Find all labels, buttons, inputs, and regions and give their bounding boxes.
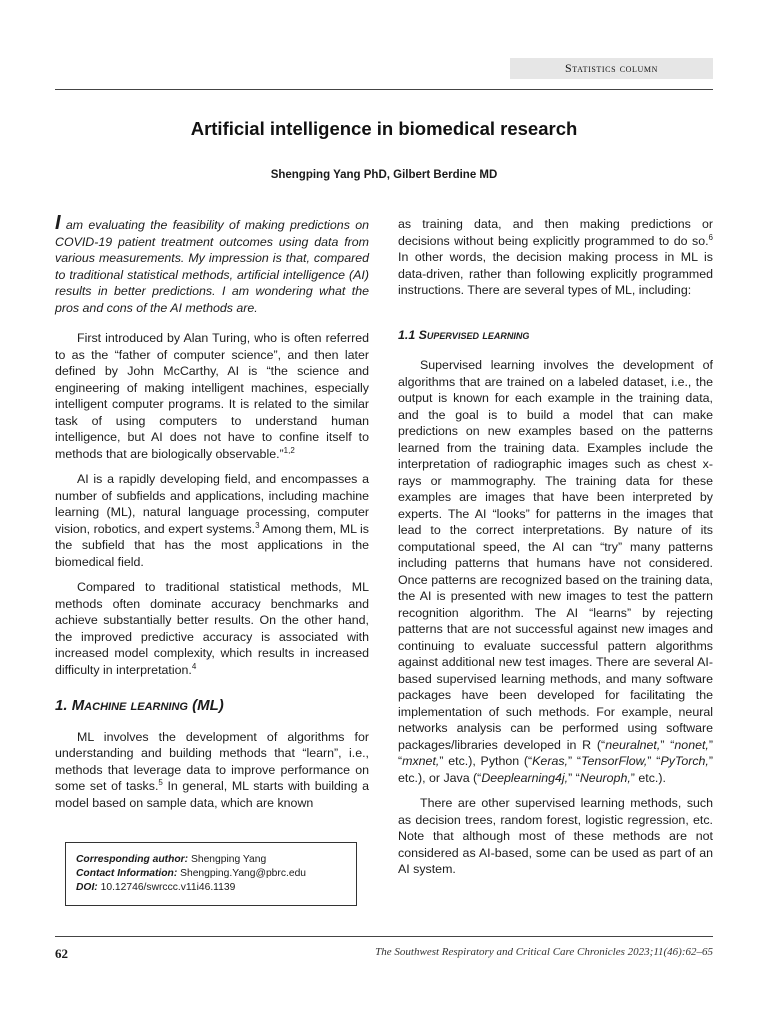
page-number: 62 xyxy=(55,946,68,961)
paragraph-text: ” “ xyxy=(660,737,675,752)
article-authors: Shengping Yang PhD, Gilbert Berdine MD xyxy=(270,169,498,181)
right-column xyxy=(398,216,713,878)
citation: 3 xyxy=(255,520,260,530)
corr-contact-line xyxy=(76,867,346,881)
paragraph-text: ML involves the development of algorithms for understanding and building methods that “learn”, i.e., methods that leverage data to improve performance on some set of tasks. xyxy=(55,729,369,793)
left-column xyxy=(55,212,369,811)
paragraph-text: Supervised learning involves the development of algorithms that are trained on a labeled dataset, i.e., the output is known for each example in the training data, and the goal is to build a model that can make predictions on new examples based on the patterns learned from the training data. Examples include the interpretation of radiographic images such as chest x-rays or mammography. The training data for these examples are images that have been interpreted by experts. The AI “looks” for patterns in the images that lead to the correct interpretations. By nature of its computational speed, the AI can “try” many patterns including patterns that humans have not considered. Once patterns are recognized based on the training data, the AI is presented with new images to test the pattern recognition algorithm. The AI “learns” by rejecting patterns that are not successful against new images and continuing to evaluate successful pattern algorithms against additional new test images. There are several AI-based supervised learning methods, and many software packages have been developed for facilitating the implementation of such methods. For example, neural networks analysis can be performed using software packages/libraries developed in R (“ xyxy=(398,358,713,752)
paragraph-text: First introduced by Alan Turing, who is often referred to as the “father of computer science”, and then later defined by John McCarthy, AI is “the science and engineering of making intelligent machines, especially intelligent computer programs. It is related to the similar task of using computers to understand human intelligence, but AI does not have to confine itself to methods that are biologically observable.” xyxy=(55,331,369,461)
corr-value: Shengping Yang xyxy=(188,854,267,865)
package-name: Neuroph, xyxy=(579,770,631,785)
package-name: mxnet, xyxy=(402,754,440,768)
citation: 5 xyxy=(158,777,163,787)
paragraph-text: AI is a rapidly developing field, and encompasses a number of subfields and applications, including machine learning (ML), natural language processing, computer vision, robotics, and expert systems. xyxy=(55,472,369,536)
journal-citation: The Southwest Respiratory and Critical Care Chronicles 2023;11(46):62–65 xyxy=(375,946,713,958)
paragraph xyxy=(398,216,713,299)
corr-label: DOI: xyxy=(76,882,98,893)
paragraph-text: Among them, ML is the subfield that has the most applications in the biomedical field. xyxy=(55,521,369,569)
citation: 1,2 xyxy=(283,445,295,455)
paragraph xyxy=(55,729,369,812)
paragraph-text: ” etc.), Python (“ xyxy=(439,754,533,768)
citation: 4 xyxy=(191,661,197,671)
paragraph-text: ” “ xyxy=(567,754,582,768)
package-name: Keras, xyxy=(532,754,568,768)
paragraph xyxy=(398,357,713,786)
doi-link[interactable]: 10.12746/swrccc.v11i46.1139 xyxy=(97,882,236,893)
package-name: TensorFlow, xyxy=(581,754,648,768)
paragraph-text: as training data, and then making predictions or decisions without being explicitly programmed to do so. xyxy=(398,217,713,248)
article-title: Artificial intelligence in biomedical research xyxy=(190,118,578,139)
intro-question xyxy=(55,212,369,316)
citation: 6 xyxy=(708,232,713,242)
section-title: Machine learning xyxy=(71,697,188,714)
intro-text: am evaluating the feasibility of making predictions on COVID-19 patient treatment outcomes using data from various measurements. My impression is that, compared to traditional statistical methods, artificial intelligence (AI) results in better predictions. I am wondering what the pros and cons of the AI methods are. xyxy=(55,218,369,315)
section-abbr: (ML) xyxy=(187,697,224,714)
footer-rule xyxy=(55,936,713,937)
paragraph-text: ” “ xyxy=(568,770,580,785)
section-number: 1. xyxy=(55,697,72,714)
subsection-heading: 1.1 Supervised learning xyxy=(398,327,530,342)
paragraph xyxy=(55,579,369,678)
header-rule xyxy=(55,89,713,90)
corr-doi-line xyxy=(76,881,346,895)
package-name: PyTorch, xyxy=(660,754,709,768)
corresponding-author-box xyxy=(65,842,357,906)
paragraph-text: In general, ML starts with building a model based on sample data, which are known xyxy=(55,779,369,810)
package-name: Deeplearning4j, xyxy=(481,770,569,785)
paragraph xyxy=(55,330,369,462)
paragraph-text: ” etc.). xyxy=(630,770,666,785)
paragraph-text: In other words, the decision making process in ML is data-driven, rather than following explicitly programmed instructions. There are several types of ML, including: xyxy=(398,250,713,297)
paragraph-text: Compared to traditional statistical methods, ML methods often dominate accuracy benchmarks and achieve substantially better results. On the other hand, the improved predictive accuracy is associated with increased model complexity, which results in increased difficulty in interpretation. xyxy=(55,580,369,677)
paragraph-text: ” “ xyxy=(398,737,713,768)
email-link[interactable]: Shengping.Yang@pbrc.edu xyxy=(177,868,307,879)
corr-label: Contact Information: xyxy=(76,868,178,879)
package-name: neuralnet, xyxy=(605,737,661,752)
package-name: nonet, xyxy=(674,737,709,752)
paragraph xyxy=(55,471,369,570)
corr-author-line xyxy=(76,853,346,867)
column-label: Statistics column xyxy=(510,58,713,79)
paragraph-text: ” etc.), or Java (“ xyxy=(398,754,714,785)
paragraph-text: ” “ xyxy=(647,754,661,768)
drop-initial: I xyxy=(55,212,61,234)
section-heading xyxy=(55,698,369,715)
paragraph: There are other supervised learning methods, such as decision trees, random forest, logistic regression, etc. Note that although most of these methods are not considered as AI-based, some can be used as part of an AI system. xyxy=(398,796,713,876)
corr-label: Corresponding author: xyxy=(76,854,189,865)
